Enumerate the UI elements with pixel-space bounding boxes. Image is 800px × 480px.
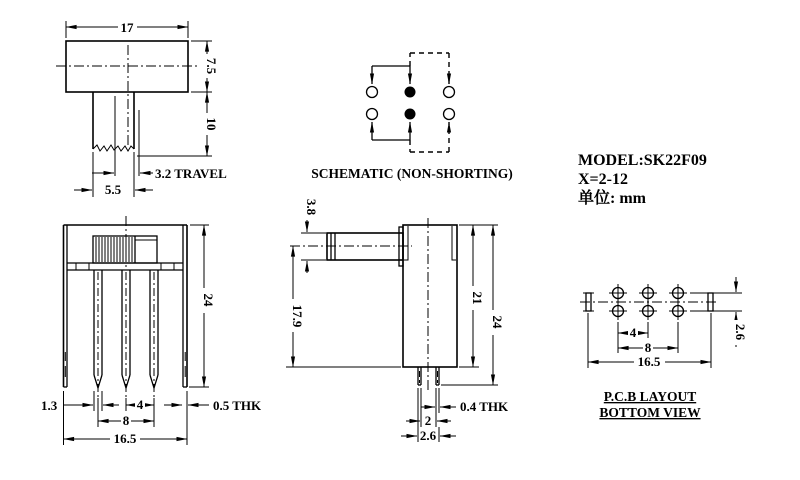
profile-view: [286, 199, 509, 443]
dim-front-shaft-length: 10: [204, 117, 219, 131]
schematic-caption: SCHEMATIC (NON-SHORTING): [311, 166, 513, 181]
dim-pcb-span: 8: [644, 340, 652, 355]
position-range: X=2-12: [578, 171, 628, 188]
terminal-3: [444, 87, 455, 98]
dim-pcb-pitch: 4: [629, 325, 637, 340]
model-number: MODEL:SK22F09: [578, 152, 707, 169]
dim-pcb-overall: 16.5: [637, 354, 661, 369]
terminal-4: [367, 109, 378, 120]
dim-profile-body-height: 21: [470, 291, 485, 305]
dim-profile-knob-height: 3.8: [304, 198, 319, 216]
dim-pcb-row-pitch: 2.6: [733, 323, 748, 341]
base-notch-left: [76, 263, 89, 270]
terminal-pins: [65, 270, 185, 397]
dim-profile-pin-outer: 2.6: [419, 428, 437, 443]
info-block: [578, 152, 707, 207]
pcb-caption-line1: P.C.B LAYOUT: [603, 389, 697, 404]
dim-side-bracket-thk: 0.5 THK: [213, 398, 262, 413]
terminal-common-bottom: [405, 109, 416, 120]
pcb-caption-line2: BOTTOM VIEW: [599, 405, 701, 420]
pcb-layout-view: [580, 277, 748, 420]
dim-profile-total-height: 24: [490, 315, 505, 329]
break-line: [93, 145, 134, 151]
dim-side-pin-pitch: 4: [136, 397, 144, 412]
dim-front-travel: 3.2 TRAVEL: [155, 166, 227, 181]
dim-side-height: 24: [201, 293, 216, 307]
schematic-view: [311, 53, 512, 181]
terminal-6: [444, 109, 455, 120]
dim-front-width: 17: [120, 20, 134, 35]
terminal-1: [367, 87, 378, 98]
terminal-common-top: [405, 87, 416, 98]
dim-side-overall-width: 16.5: [113, 431, 137, 446]
base-notch-right: [161, 263, 174, 270]
dim-side-pin-span: 8: [122, 413, 130, 428]
front-view: [56, 20, 227, 197]
knob-knurling: [96, 237, 132, 262]
dim-side-pin-width: 1.3: [41, 398, 58, 413]
side-view: [41, 216, 262, 446]
unit-label: 单位: mm: [578, 190, 646, 207]
dim-profile-pin-thk: 0.4 THK: [460, 399, 509, 414]
dim-profile-pin-gap: 2: [424, 413, 432, 428]
dim-front-shaft-width: 5.5: [104, 182, 122, 197]
dim-front-cap-height: 7.5: [204, 57, 219, 75]
dim-profile-center-height: 17.9: [290, 304, 305, 328]
